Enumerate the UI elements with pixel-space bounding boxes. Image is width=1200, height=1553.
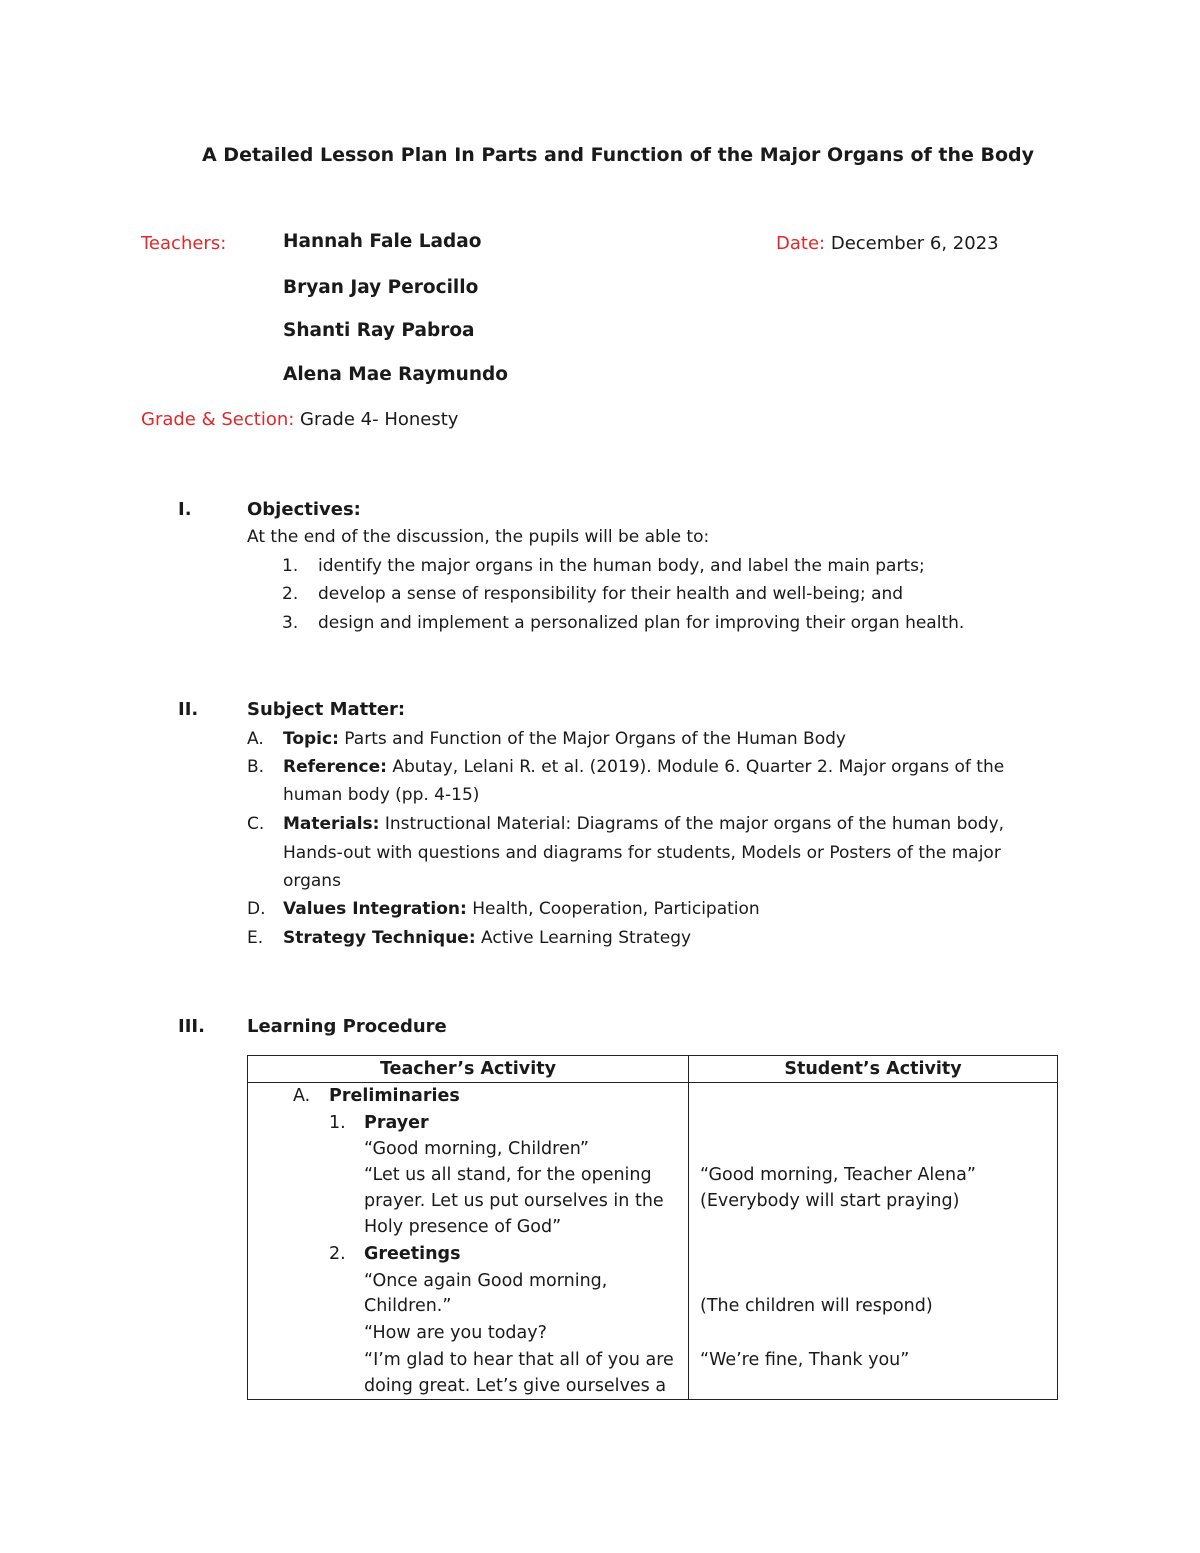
teacher-line: “Good morning, Children” — [364, 1139, 589, 1159]
materials-line — [283, 814, 1004, 834]
materials-continuation: Hands-out with questions and diagrams for students, Models or Posters of the major — [283, 843, 1001, 863]
date-label: Date: — [776, 233, 826, 254]
objective-number: 2. — [282, 584, 299, 604]
date-value: December 6, 2023 — [830, 233, 999, 254]
teacher-name: Shanti Ray Pabroa — [283, 320, 475, 341]
teacher-name: Bryan Jay Perocillo — [283, 277, 479, 298]
objective-text: design and implement a personalized plan for improving their organ health. — [318, 613, 965, 633]
section-heading-subject-matter: Subject Matter: — [247, 699, 406, 720]
reference-continuation: human body (pp. 4-15) — [283, 785, 480, 805]
topic-value: Parts and Function of the Major Organs of the Human Body — [338, 729, 846, 749]
teacher-activity-header: Teacher’s Activity — [248, 1056, 689, 1083]
student-line: “We’re fine, Thank you” — [700, 1350, 910, 1370]
grade-section-value: Grade 4- Honesty — [300, 409, 459, 430]
item-letter: A. — [247, 729, 264, 749]
teacher-line: “Once again Good morning, — [364, 1271, 608, 1291]
document-title: A Detailed Lesson Plan In Parts and Function of the Major Organs of the Body — [201, 144, 1035, 166]
strategy-technique-label: Strategy Technique: — [283, 928, 476, 948]
learning-procedure-table — [247, 1055, 1058, 1400]
objective-text: develop a sense of responsibility for their health and well-being; and — [318, 584, 904, 604]
teacher-line: Children.” — [364, 1296, 452, 1316]
objective-number: 1. — [282, 556, 299, 576]
preliminaries-heading: Preliminaries — [329, 1086, 460, 1106]
section-heading-learning-procedure: Learning Procedure — [247, 1016, 447, 1037]
preliminaries-letter: A. — [293, 1086, 311, 1106]
topic-label: Topic: — [283, 729, 339, 749]
section-heading-objectives: Objectives: — [247, 499, 361, 520]
teacher-line: “Let us all stand, for the opening — [364, 1165, 652, 1185]
objective-number: 3. — [282, 613, 299, 633]
reference-label: Reference: — [283, 757, 387, 777]
student-activity-header: Student’s Activity — [689, 1056, 1058, 1083]
objective-text: identify the major organs in the human body, and label the main parts; — [318, 556, 925, 576]
teacher-line: doing great. Let’s give ourselves a — [364, 1376, 667, 1396]
strategy-technique-value: Active Learning Strategy — [475, 928, 692, 948]
values-integration-value: Health, Cooperation, Participation — [466, 899, 760, 919]
section-number: II. — [178, 699, 199, 720]
item-letter: E. — [247, 928, 264, 948]
topic-line — [283, 729, 846, 749]
item-letter: B. — [247, 757, 265, 777]
grade-section-label: Grade & Section: — [141, 409, 295, 430]
values-integration-line — [283, 899, 760, 919]
section-number: I. — [178, 499, 192, 520]
item-letter: C. — [247, 814, 265, 834]
reference-value: Abutay, Lelani R. et al. (2019). Module 6. Quarter 2. Major organs of the — [386, 757, 1005, 777]
values-integration-label: Values Integration: — [283, 899, 467, 919]
item-letter: D. — [247, 899, 266, 919]
grade-section-line — [141, 409, 458, 430]
greetings-number: 2. — [329, 1244, 346, 1264]
greetings-heading: Greetings — [364, 1244, 461, 1264]
strategy-technique-line — [283, 928, 691, 948]
teacher-line: Holy presence of God” — [364, 1217, 562, 1237]
table-row — [248, 1083, 1058, 1400]
prayer-number: 1. — [329, 1113, 346, 1133]
teacher-line: “I’m glad to hear that all of you are — [364, 1350, 674, 1370]
student-line: (The children will respond) — [700, 1296, 933, 1316]
prayer-heading: Prayer — [364, 1113, 429, 1133]
materials-value: Instructional Material: Diagrams of the major organs of the human body, — [379, 814, 1005, 834]
materials-continuation: organs — [283, 871, 341, 891]
teacher-name: Hannah Fale Ladao — [283, 231, 482, 252]
objectives-intro: At the end of the discussion, the pupils will be able to: — [247, 527, 710, 547]
teacher-name: Alena Mae Raymundo — [283, 364, 508, 385]
section-number: III. — [178, 1016, 205, 1037]
student-activity-cell — [689, 1083, 1058, 1400]
student-line: (Everybody will start praying) — [700, 1191, 960, 1211]
reference-line — [283, 757, 1004, 777]
table-header-row — [248, 1056, 1058, 1083]
student-line: “Good morning, Teacher Alena” — [700, 1165, 976, 1185]
teachers-label: Teachers: — [141, 233, 227, 254]
date-line — [776, 233, 999, 254]
teacher-line: prayer. Let us put ourselves in the — [364, 1191, 664, 1211]
materials-label: Materials: — [283, 814, 380, 834]
teacher-line: “How are you today? — [364, 1323, 547, 1343]
teacher-activity-cell — [248, 1083, 689, 1400]
